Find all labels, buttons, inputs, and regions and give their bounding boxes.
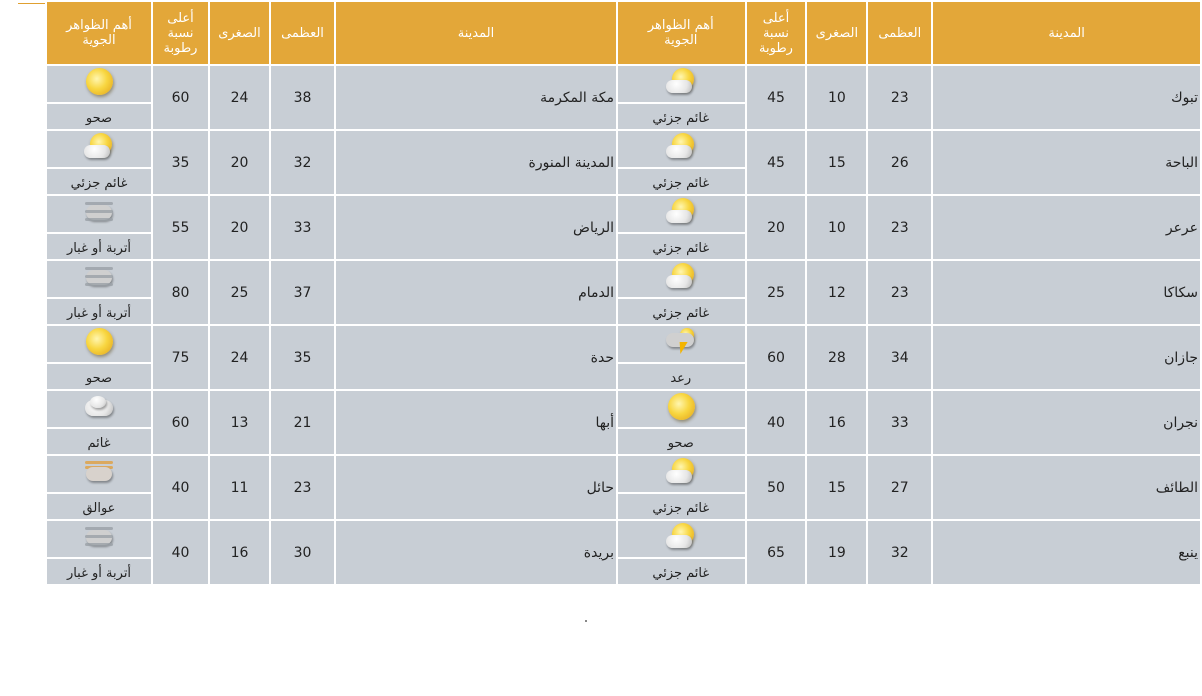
table-row bbox=[47, 261, 616, 297]
city-name: الرياض bbox=[336, 196, 616, 259]
header-humidity-line1: أعلى bbox=[167, 10, 194, 26]
partly-cloudy-icon bbox=[664, 67, 698, 97]
partly-cloudy-icon bbox=[664, 522, 698, 552]
header-phenomena-line1: أهم الظواهر bbox=[66, 18, 132, 33]
city-name: عرعر bbox=[933, 196, 1200, 259]
max-temp: 23 bbox=[868, 66, 931, 129]
phenomenon-label: غائم جزئي bbox=[47, 169, 151, 194]
humidity: 40 bbox=[153, 521, 208, 584]
max-temp: 32 bbox=[271, 131, 334, 194]
humidity: 60 bbox=[153, 391, 208, 454]
humidity: 65 bbox=[747, 521, 806, 584]
humidity: 45 bbox=[747, 66, 806, 129]
min-temp: 11 bbox=[210, 456, 269, 519]
phenomenon-label: غائم جزئي bbox=[617, 169, 745, 194]
decorative-dot bbox=[585, 620, 587, 622]
max-temp: 33 bbox=[271, 196, 334, 259]
partly-cloudy-icon bbox=[664, 132, 698, 162]
min-temp: 15 bbox=[807, 131, 866, 194]
humidity: 60 bbox=[747, 326, 806, 389]
header-humidity-line1: أعلى bbox=[762, 10, 790, 26]
phenomenon-label: غائم جزئي bbox=[617, 494, 745, 519]
header-city: المدينة bbox=[336, 2, 616, 64]
dust-icon bbox=[82, 262, 116, 292]
table-row bbox=[617, 456, 1200, 492]
max-temp: 23 bbox=[868, 261, 931, 324]
phenomenon-label: عوالق bbox=[47, 494, 151, 519]
min-temp: 15 bbox=[807, 456, 866, 519]
phenomenon-label: أتربة أو غبار bbox=[47, 234, 151, 259]
min-temp: 28 bbox=[807, 326, 866, 389]
weather-icon-cell bbox=[617, 456, 745, 492]
table-row bbox=[617, 131, 1200, 167]
header-phenomena bbox=[617, 2, 745, 64]
humidity: 55 bbox=[153, 196, 208, 259]
weather-icon-cell bbox=[47, 456, 151, 492]
max-temp: 35 bbox=[271, 326, 334, 389]
max-temp: 23 bbox=[868, 196, 931, 259]
header-phenomena-line1: أهم الظواهر bbox=[647, 18, 714, 33]
weather-icon-cell bbox=[47, 326, 151, 362]
weather-icon-cell bbox=[617, 131, 745, 167]
table-row bbox=[617, 66, 1200, 102]
min-temp: 24 bbox=[210, 66, 269, 129]
table-row bbox=[47, 196, 616, 232]
humidity: 40 bbox=[747, 391, 806, 454]
table-row bbox=[47, 131, 616, 167]
city-name: أبها bbox=[336, 391, 616, 454]
header-min: الصغرى bbox=[210, 2, 269, 64]
table-row bbox=[47, 391, 616, 427]
humidity: 25 bbox=[747, 261, 806, 324]
max-temp: 23 bbox=[271, 456, 334, 519]
city-name: سكاكا bbox=[933, 261, 1200, 324]
humidity: 60 bbox=[153, 66, 208, 129]
city-name: الباحة bbox=[933, 131, 1200, 194]
humidity: 45 bbox=[747, 131, 806, 194]
city-name: الطائف bbox=[933, 456, 1200, 519]
partly-cloudy-icon bbox=[664, 262, 698, 292]
max-temp: 38 bbox=[271, 66, 334, 129]
humidity: 50 bbox=[747, 456, 806, 519]
haze-icon bbox=[82, 457, 116, 487]
header-humidity-line3: رطوبة bbox=[759, 40, 793, 56]
min-temp: 16 bbox=[807, 391, 866, 454]
sunny-icon bbox=[82, 67, 116, 97]
humidity: 35 bbox=[153, 131, 208, 194]
phenomenon-label: صحو bbox=[47, 364, 151, 389]
city-name: المدينة المنورة bbox=[336, 131, 616, 194]
min-temp: 12 bbox=[807, 261, 866, 324]
header-phenomena-line2: الجوية bbox=[664, 33, 698, 48]
max-temp: 33 bbox=[868, 391, 931, 454]
max-temp: 21 bbox=[271, 391, 334, 454]
weather-icon-cell bbox=[47, 261, 151, 297]
table-row bbox=[617, 326, 1200, 362]
phenomenon-label: أتربة أو غبار bbox=[47, 299, 151, 324]
phenomenon-label: صحو bbox=[617, 429, 745, 454]
partly-cloudy-icon bbox=[82, 132, 116, 162]
header-phenomena-line2: الجوية bbox=[82, 33, 116, 48]
max-temp: 26 bbox=[868, 131, 931, 194]
header-row bbox=[617, 2, 1200, 64]
table-row bbox=[47, 521, 616, 557]
phenomenon-label: غائم جزئي bbox=[617, 299, 745, 324]
header-min: الصغرى bbox=[807, 2, 866, 64]
cloudy-icon bbox=[82, 392, 116, 422]
weather-icon-cell bbox=[47, 131, 151, 167]
weather-icon-cell bbox=[47, 66, 151, 102]
table-row bbox=[47, 326, 616, 362]
phenomenon-label: رعد bbox=[617, 364, 745, 389]
sunny-icon bbox=[82, 327, 116, 357]
min-temp: 25 bbox=[210, 261, 269, 324]
city-name: بريدة bbox=[336, 521, 616, 584]
header-humidity-line2: نسبة bbox=[762, 25, 790, 41]
table-row bbox=[47, 66, 616, 102]
weather-icon-cell bbox=[617, 261, 745, 297]
partly-cloudy-icon bbox=[664, 197, 698, 227]
sunny-icon bbox=[664, 392, 698, 422]
city-name: نجران bbox=[933, 391, 1200, 454]
weather-icon-cell bbox=[47, 391, 151, 427]
header-phenomena bbox=[47, 2, 151, 64]
table-body-right bbox=[617, 66, 1200, 584]
city-name: ينبع bbox=[933, 521, 1200, 584]
weather-icon-cell bbox=[47, 196, 151, 232]
phenomenon-label: غائم bbox=[47, 429, 151, 454]
weather-icon-cell bbox=[47, 521, 151, 557]
weather-icon-cell bbox=[617, 521, 745, 557]
city-name: حائل bbox=[336, 456, 616, 519]
header-city: المدينة bbox=[933, 2, 1200, 64]
city-name: جازان bbox=[933, 326, 1200, 389]
max-temp: 34 bbox=[868, 326, 931, 389]
min-temp: 20 bbox=[210, 131, 269, 194]
dust-icon bbox=[82, 197, 116, 227]
humidity: 75 bbox=[153, 326, 208, 389]
partly-cloudy-icon bbox=[664, 457, 698, 487]
max-temp: 30 bbox=[271, 521, 334, 584]
table-row bbox=[47, 456, 616, 492]
phenomenon-label: صحو bbox=[47, 104, 151, 129]
dust-icon bbox=[82, 522, 116, 552]
phenomenon-label: غائم جزئي bbox=[617, 104, 745, 129]
decorative-line bbox=[18, 3, 46, 4]
phenomenon-label: غائم جزئي bbox=[617, 234, 745, 259]
min-temp: 20 bbox=[210, 196, 269, 259]
table-row bbox=[617, 196, 1200, 232]
header-max: العظمى bbox=[868, 2, 931, 64]
weather-table-right bbox=[615, 0, 1202, 586]
humidity: 20 bbox=[747, 196, 806, 259]
header-humidity bbox=[153, 2, 208, 64]
weather-icon-cell bbox=[617, 66, 745, 102]
max-temp: 27 bbox=[868, 456, 931, 519]
table-row bbox=[617, 391, 1200, 427]
city-name: تبوك bbox=[933, 66, 1200, 129]
city-name: الدمام bbox=[336, 261, 616, 324]
min-temp: 24 bbox=[210, 326, 269, 389]
weather-icon-cell bbox=[617, 196, 745, 232]
min-temp: 13 bbox=[210, 391, 269, 454]
thunder-icon bbox=[664, 327, 698, 357]
max-temp: 37 bbox=[271, 261, 334, 324]
humidity: 80 bbox=[153, 261, 208, 324]
weather-icon-cell bbox=[617, 391, 745, 427]
min-temp: 10 bbox=[807, 66, 866, 129]
table-body-left bbox=[47, 66, 616, 584]
phenomenon-label: أتربة أو غبار bbox=[47, 559, 151, 584]
header-humidity-line3: رطوبة bbox=[163, 40, 198, 56]
header-humidity-line2: نسبة bbox=[167, 25, 194, 41]
city-name: مكة المكرمة bbox=[336, 66, 616, 129]
weather-icon-cell bbox=[617, 326, 745, 362]
header-humidity bbox=[747, 2, 806, 64]
weather-table-left bbox=[45, 0, 618, 586]
phenomenon-label: غائم جزئي bbox=[617, 559, 745, 584]
min-temp: 16 bbox=[210, 521, 269, 584]
humidity: 40 bbox=[153, 456, 208, 519]
city-name: حدة bbox=[336, 326, 616, 389]
min-temp: 19 bbox=[807, 521, 866, 584]
table-row bbox=[617, 521, 1200, 557]
header-max: العظمى bbox=[271, 2, 334, 64]
table-row bbox=[617, 261, 1200, 297]
header-row bbox=[47, 2, 616, 64]
max-temp: 32 bbox=[868, 521, 931, 584]
min-temp: 10 bbox=[807, 196, 866, 259]
